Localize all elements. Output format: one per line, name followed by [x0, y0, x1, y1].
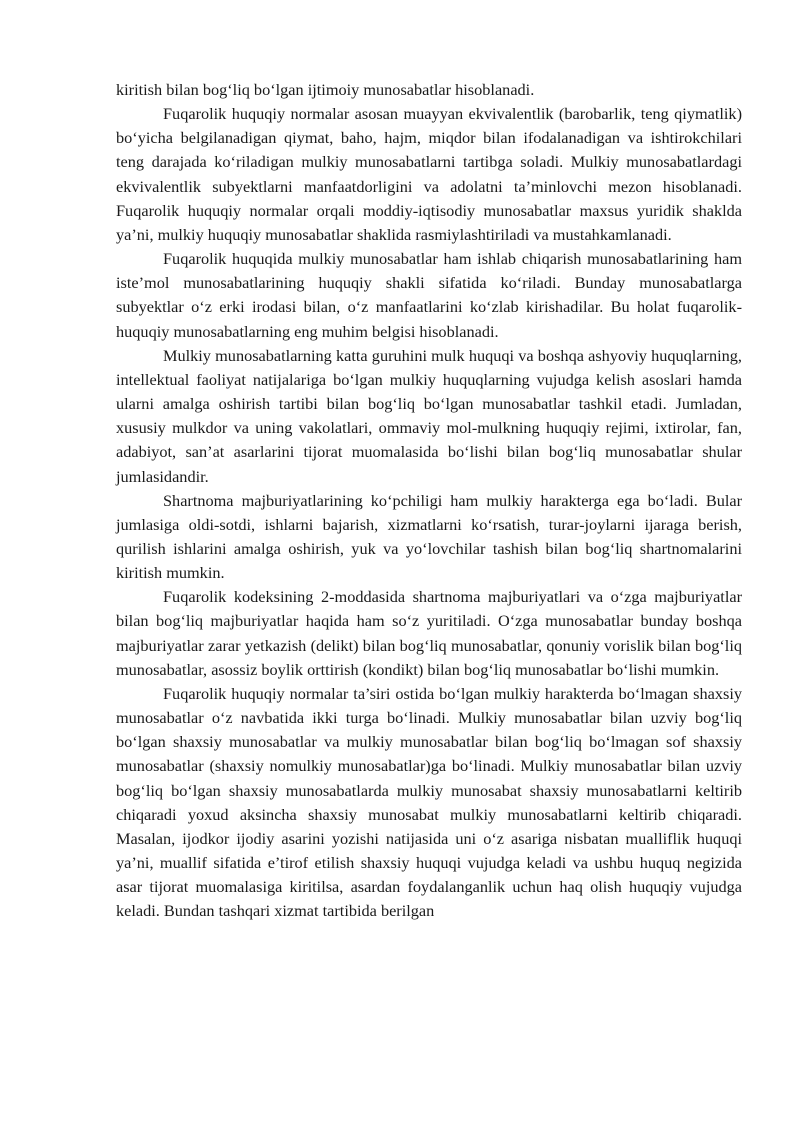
paragraph-7: Fuqarolik huquqiy normalar ta’siri ostida bo‘lgan mulkiy harakterda bo‘lmagan shaxsiy munosabatlar o‘z navbatida ikki turga bo‘linadi. Mulkiy munosabatlar bilan uzviy bog‘liq bo‘lgan shaxsiy munosabatlar va mulkiy munosabatlar bilan bog‘liq bo‘lmagan sof shaxsiy munosabatlar (shaxsiy nomulkiy munosabatlar)ga bo‘linadi. Mulkiy munosabatlar bilan uzviy bog‘liq bo‘lgan shaxsiy munosabatlarda mulkiy munosabat shaxsiy munosabatlarni keltirib chiqaradi yoxud aksincha shaxsiy munosabat mulkiy munosabatlarni keltirib chiqaradi. Masalan, ijodkor ijodiy asarini yozishi natijasida uni o‘z asariga nisbatan mualliflik huquqi ya’ni, muallif sifatida e’tirof etilish shaxsiy huquqi vujudga keladi va ushbu huquq negizida asar tijorat muomalasiga kiritilsa, asardan foydalanganlik uchun haq olish huquqiy vujudga keladi. Bundan tashqari xizmat tartibida berilgan: [116, 683, 742, 921]
paragraph-6: Fuqarolik kodeksining 2-moddasida shartnoma majburiyatlari va o‘zga majburiyatlar bilan bog‘liq majburiyatlar haqida ham so‘z yuritiladi. O‘zga munosabatlar bunday boshqa majburiyatlar zarar yetkazish (delikt) bilan bog‘liq munosabatlar, qonuniy vorislik bilan bog‘liq munosabatlar, asossiz boylik orttirish (kondikt) bilan bog‘liq munosabatlar bo‘lishi mumkin.: [116, 587, 742, 679]
paragraph-5: Shartnoma majburiyatlarining ko‘pchiligi ham mulkiy harakterga ega bo‘ladi. Bular jumlasiga oldi-sotdi, ishlarni bajarish, xizmatlarni ko‘rsatish, turar-joylarni ijaraga berish, qurilish ishlarini amalga oshirish, yuk va yo‘lovchilar tashish bilan bog‘liq shartnomalarini kiritish mumkin.: [116, 490, 742, 583]
paragraph-1: kiritish bilan bog‘liq bo‘lgan ijtimoiy munosabatlar hisoblanadi.: [116, 80, 535, 99]
paragraph-4: Mulkiy munosabatlarning katta guruhini mulk huquqi va boshqa ashyoviy huquqlarning, intellektual faoliyat natijalariga bo‘lgan mulkiy huquqlarning vujudga kelish asoslari hamda ularni amalga oshirish tartibi bilan bog‘liq bo‘lgan munosabatlar tashkil etadi. Jumladan, xususiy mulkdor va uning vakolatlari, ommaviy mol-mulkning huquqiy rejimi, ixtirolar, fan, adabiyot, san’at asarlarini tijorat muomalasida bo‘lishi bilan bog‘liq munosabatlar shular jumlasidandir.: [116, 345, 742, 486]
paragraph-3: Fuqarolik huquqida mulkiy munosabatlar ham ishlab chiqarish munosabatlarining ham iste’mol munosabatlarining huquqiy shakli sifatida ko‘riladi. Bunday munosabatlarga subyektlar o‘z erki irodasi bilan, o‘z manfaatlarini ko‘zlab kirishadilar. Bu holat fuqarolik-huquqiy munosabatlarning eng muhim belgisi hisoblanadi.: [116, 249, 742, 341]
paragraph-2: Fuqarolik huquqiy normalar asosan muayyan ekvivalentlik (barobarlik, teng qiymatlik) bo‘yicha belgilanadigan qiymat, baho, hajm, miqdor bilan ifodalanadigan va ishtirokchilari teng darajada ko‘riladigan mulkiy munosabatlarni tartibga soladi. Mulkiy munosabatlardagi ekvivalentlik subyektlarni manfaatdorligini va adolatni ta’minlovchi mezon hisoblanadi. Fuqarolik huquqiy normalar orqali moddiy-iqtisodiy munosabatlar maxsus yuridik shaklda ya’ni, mulkiy huquqiy munosabatlar shaklida rasmiylashtiriladi va mustahkamlanadi.: [116, 104, 742, 244]
document-page: [116, 78, 742, 923]
